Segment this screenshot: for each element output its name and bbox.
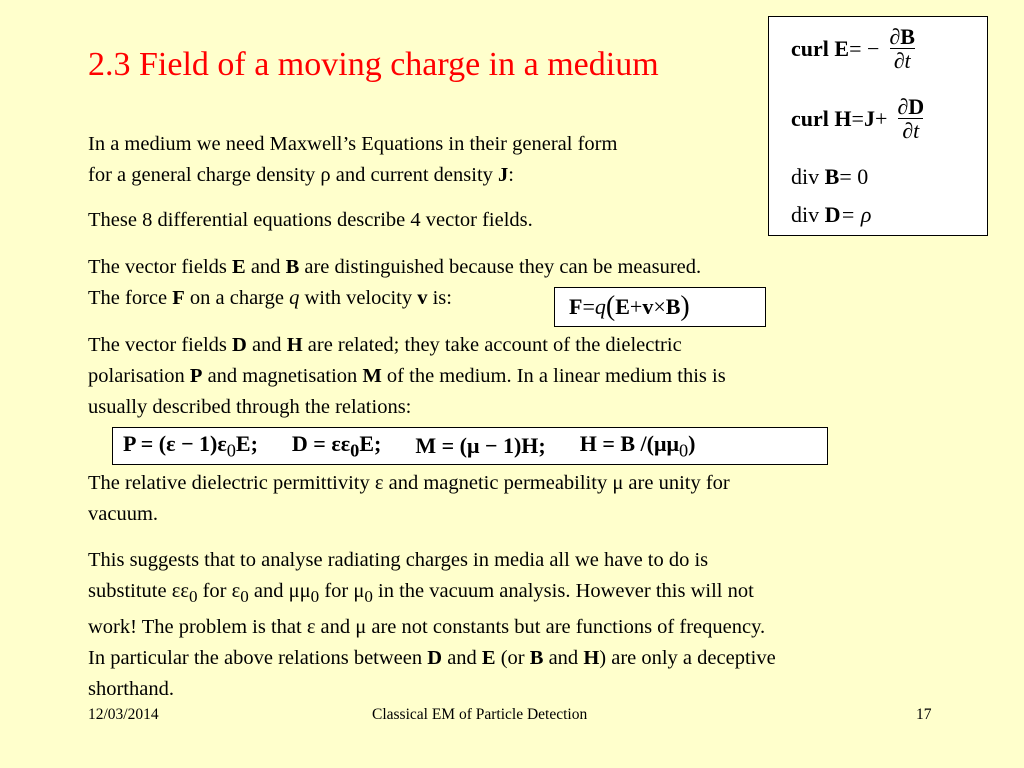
field-b: B [824,164,840,189]
maxwell-equations-box [768,16,988,236]
paren: ( [605,291,616,322]
text: : [508,164,514,186]
text-line [88,361,726,392]
relation-d: $D = \varepsilon\varepsilon_0E$; [291,430,382,461]
text: are distinguished because they can be measured. [299,256,702,278]
rhs: = ρ [840,202,872,227]
paren: ) [680,291,690,322]
text-line [88,252,701,283]
bold-symbol: E [232,256,246,278]
footer-date: 12/03/2014 [88,706,159,723]
text: for a general charge density ρ and current density [88,164,499,186]
operator: × [653,294,666,319]
slide-title: 2.3 Field of a moving charge in a medium [88,46,659,83]
text-line: In a medium we need Maxwell’s Equations in their general form [88,133,618,155]
curl-label: curl [791,105,829,131]
maxwell-eq-curl-h [791,95,928,142]
operator: = [582,294,595,319]
symbol-f: F [569,294,583,319]
text-line [88,330,726,361]
text: and magnetisation [202,365,363,387]
page-number: 17 [916,706,932,723]
fraction [885,25,919,72]
constitutive-relations-box [112,427,828,465]
bold-symbol: H [286,334,303,356]
text-line: vacuum. [88,503,159,525]
text: The vector fields [88,334,233,356]
text-line: In particular the above relations between D and E (or B and H) are only a deceptive [88,647,776,670]
text: is: [427,287,452,309]
maxwell-eq-curl-e [791,25,919,72]
operator: = − [849,35,880,61]
text-line: shorthand. [88,678,174,701]
paragraph-conclusion [88,545,776,705]
text-line [88,160,617,191]
text: on a charge [184,287,290,309]
numerator: ∂B [889,24,915,49]
div-label: div [791,164,820,189]
symbol-v: v [642,294,654,319]
rhs: = 0 [839,164,869,189]
symbol-q: q [594,294,606,319]
text: The vector fields [88,256,233,278]
italic-symbol: q [289,287,300,309]
text: of the medium. In a linear medium this is [381,365,726,387]
symbol-b: B [665,294,681,319]
paragraph-intro [88,129,617,191]
paragraph-fields: These 8 differential equations describe 4 vector fields. [88,209,533,231]
bold-symbol: D [232,334,247,356]
text: polarisation [88,365,190,387]
numerator: ∂D [897,94,925,119]
relation-h: H = B $/(\mu\mu_0)$ [579,430,696,461]
text: are related; they take account of the dielectric [302,334,682,356]
text-line: The relative dielectric permittivity ε and magnetic permeability μ are unity for [88,472,730,494]
operator: = [851,105,864,131]
field-h: H [834,105,852,131]
bold-symbol: M [362,365,382,387]
relation-p: $P = (\varepsilon - 1)\varepsilon_0E$; [123,430,258,461]
field-j: J [863,105,875,131]
div-label: div [791,202,820,227]
relation-m: M = (μ − 1)H; [415,433,546,458]
text: with velocity [299,287,418,309]
bold-symbol: F [172,287,185,309]
paragraph-dielectric [88,330,726,423]
force-equation-box [554,287,766,327]
plus: + [874,105,888,131]
curl-label: curl [791,35,829,61]
text-line: work! The problem is that ε and μ are not constants but are functions of frequency. [88,616,766,639]
text: and [245,256,286,278]
field-d: D [824,202,841,227]
paragraph-permittivity [88,468,730,530]
text: and [246,334,287,356]
denominator: ∂t [890,48,915,72]
field-e: E [834,35,850,61]
text-line: substitute $\varepsilon\varepsilon_0$ for $\varepsilon_0$ and $\mu\mu_0$ for $\mu_0$ in the vacuum analysis. However this will not [88,580,754,607]
footer-title: Classical EM of Particle Detection [372,706,588,723]
fraction [893,95,928,142]
bold-symbol: J [498,164,509,186]
maxwell-eq-div-b [791,164,868,190]
bold-symbol: B [285,256,300,278]
symbol-e: E [615,294,630,319]
bold-symbol: P [189,365,203,387]
denominator: ∂t [898,118,923,142]
maxwell-eq-div-d [791,202,871,228]
text-line: This suggests that to analyse radiating charges in media all we have to do is [88,549,709,571]
bold-symbol: v [417,287,428,309]
text-line: usually described through the relations: [88,396,412,418]
operator: + [629,294,643,319]
text: The force [88,287,173,309]
